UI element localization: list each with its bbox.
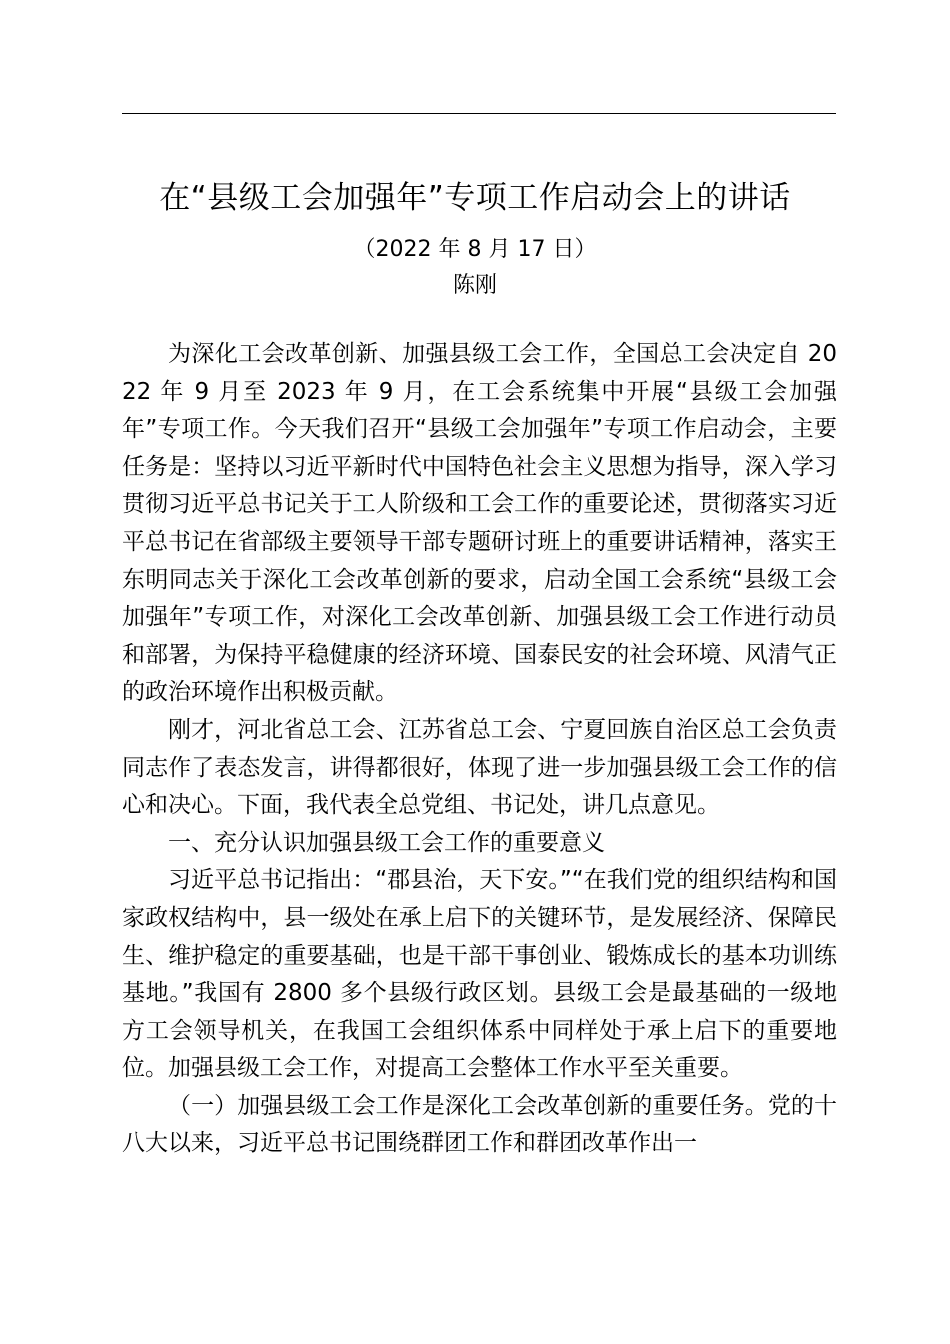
paragraph-section-1: 习近平总书记指出：“郡县治，天下安。”“在我们党的组织结构和国家政权结构中，县一级处在承上启下的关键环节，是发展经济、保障民生、维护稳定的重要基础，也是干部干事创业、锻炼成长的基本功训练基地。”我国有 2800 多个县级行政区划。县级工会是最基础的一级地方工会领导机关，在我国工会组织体系中同样处于承上启下的重要地位。加强县级工会工作，对提高工会整体工作水平至关重要。: [122, 867, 837, 1082]
paragraph-response: 刚才，河北省总工会、江苏省总工会、宁夏回族自治区总工会负责同志作了表态发言，讲得都很好，体现了进一步加强县级工会工作的信心和决心。下面，我代表全总党组、书记处，讲几点意见。: [122, 716, 837, 819]
section-heading-1: 一、充分认识加强县级工会工作的重要意义: [168, 829, 605, 856]
document-title: 在“县级工会加强年”专项工作启动会上的讲话: [159, 180, 791, 216]
document-date: （2022 年 8 月 17 日）: [353, 237, 597, 262]
header-rule: [122, 113, 836, 114]
paragraph-intro: 为深化工会改革创新、加强县级工会工作，全国总工会决定自 2022 年 9 月至 2023 年 9 月，在工会系统集中开展“县级工会加强年”专项工作。今天我们召开“县级工会加强年”专项工作启动会，主要任务是：坚持以习近平新时代中国特色社会主义思想为指导，深入学习贯彻习近平总书记关于工人阶级和工会工作的重要论述，贯彻落实习近平总书记在省部级主要领导干部专题研讨班上的重要讲话精神，落实王东明同志关于深化工会改革创新的要求，启动全国工会系统“县级工会加强年”专项工作，对深化工会改革创新、加强县级工会工作进行动员和部署，为保持平稳健康的经济环境、国泰民安的社会环境、风清气正的政治环境作出积极贡献。: [122, 341, 837, 706]
document-author: 陈刚: [452, 273, 497, 298]
document-body: [122, 336, 837, 1163]
paragraph-subsection-1: （一）加强县级工会工作是深化工会改革创新的重要任务。党的十八大以来，习近平总书记围绕群团工作和群团改革作出一: [122, 1092, 837, 1157]
